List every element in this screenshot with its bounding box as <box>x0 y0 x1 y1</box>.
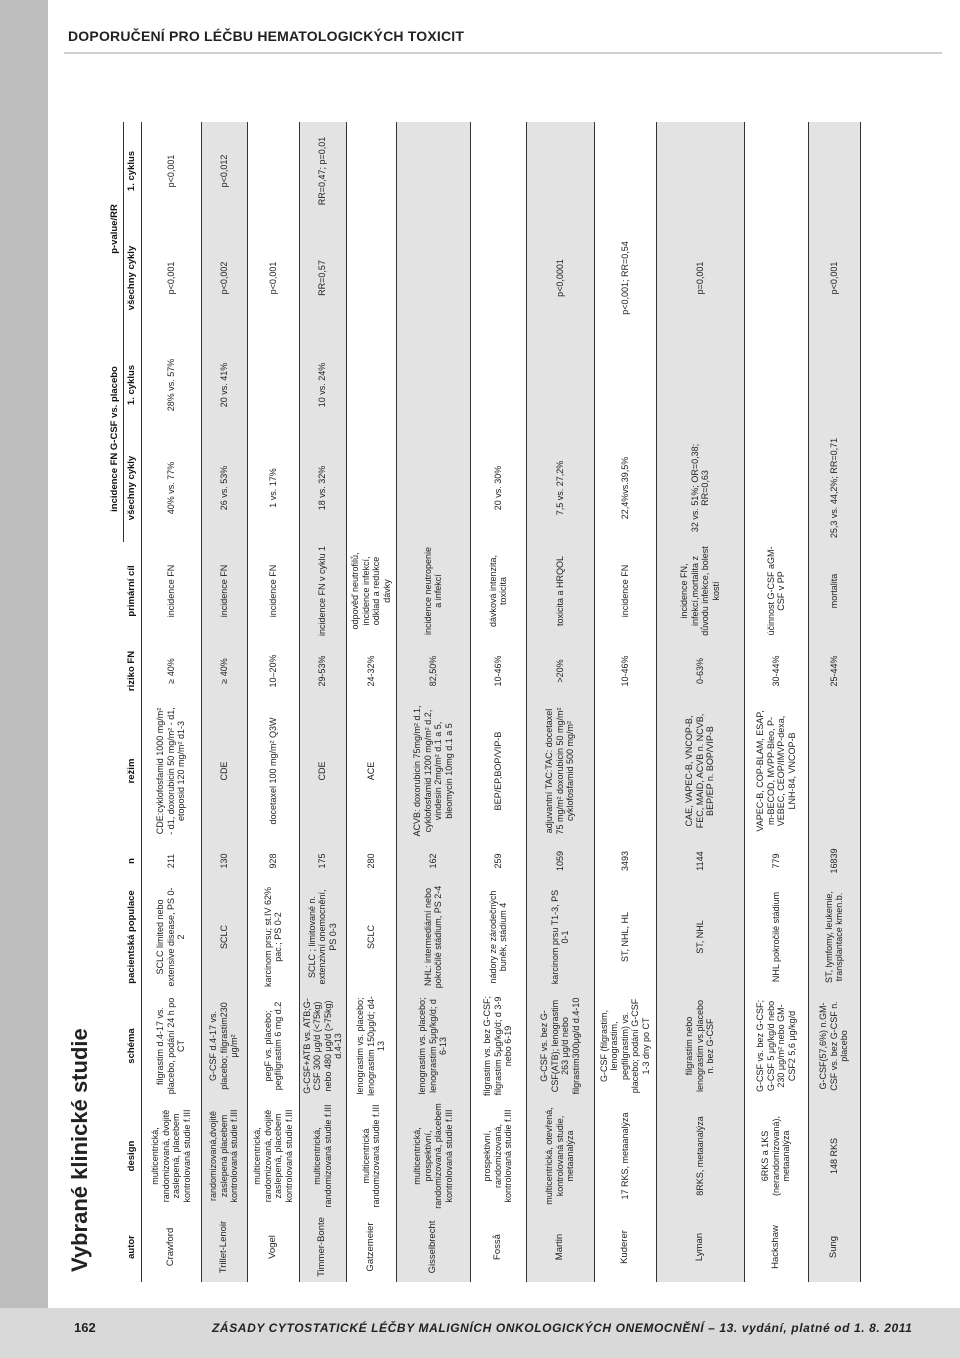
cell-design: 8RKS, metaanalýza <box>694 1116 705 1196</box>
cell-p-first: p<0,001 <box>165 154 176 188</box>
cell-n: 1059 <box>554 850 565 872</box>
cell-p-all: p=0,001 <box>694 261 705 295</box>
cell-riziko: 10-46% <box>619 655 630 687</box>
cell-rezim: CAE, VAPEC-B, VNCOP-B, FEC, MAID, ACVB n. NCVB, BEP/EP n. BOP/VIP-B <box>684 713 716 829</box>
group-header-row <box>106 122 123 1282</box>
cell-design: 148 RKS <box>828 1137 839 1175</box>
cell-autor: Kuderer <box>618 1230 630 1264</box>
cell-riziko: 82,50% <box>427 655 438 687</box>
cell-cil: incidence FN v cyklu 1 <box>317 545 328 637</box>
cell-p-first <box>594 122 656 220</box>
cell-inc-first <box>656 336 744 434</box>
cell-inc-first: 20 vs. 41% <box>218 362 229 408</box>
cell-cil: účinnost G-CSF aGM-CSF v PP <box>765 546 786 636</box>
cell-riziko: 0-63% <box>694 658 705 685</box>
cell-design: 6RKS a 1KS (nerandomizovaná), metaanalýza <box>760 1115 792 1197</box>
cell-inc-first: 10 vs. 24% <box>317 362 328 408</box>
col-header-p-first: 1. cyklus <box>123 122 141 220</box>
cell-n: 211 <box>165 853 176 869</box>
table-row <box>141 122 201 1282</box>
table-row <box>656 122 744 1282</box>
cell-cil: incidence FN <box>165 564 176 618</box>
cell-rezim: CDE:cyklofosfamid 1000 mg/m² - d1, doxorubicin 50 mg/m² - d1, etoposid 120 mg/m² d1-3 <box>155 707 187 835</box>
cell-p-first <box>526 122 594 220</box>
col-header-n: n <box>123 840 141 882</box>
cell-p-all: p<0,001 <box>267 261 278 295</box>
cell-p-all <box>470 220 526 336</box>
cell-cil: incidence neutropenie a infekcí <box>422 546 443 636</box>
cell-inc-first <box>744 336 808 434</box>
col-header-inc-first: 1. cyklus <box>123 336 141 434</box>
cell-populace: SCLC ; limitované n. extenzivní onemocnění, PS 0-3 <box>306 889 338 985</box>
cell-populace: ST, NHL, HL <box>619 912 630 963</box>
cell-p-all <box>346 220 396 336</box>
cell-cil: incidence FN <box>218 564 229 618</box>
pvalue-group-header: p-value/RR <box>106 122 123 336</box>
cell-p-first <box>346 122 396 220</box>
cell-riziko: ≥ 40% <box>165 658 176 684</box>
cell-rezim: ACVB: doxorubicin 75mg/m² d.1, cyklofosfamid 1200 mg/m² d.2, vindesin 2mg/m² d.1 a 5, bleomycin 10mg d.1 a 5 <box>412 705 454 837</box>
cell-p-first <box>744 122 808 220</box>
cell-autor: Martin <box>553 1233 565 1261</box>
cell-rezim <box>594 702 656 840</box>
cell-design: randomizovaná,dvojitě zaslepená placebem kontrolovaná studie f.III <box>208 1109 240 1203</box>
cell-design: multicentrická, randomizovaná, dvojitě zaslepená, placebem kontrolovaná studie f.III <box>252 1109 294 1203</box>
column-header-row <box>123 122 141 1282</box>
cell-cil: incidence FN <box>267 564 278 618</box>
cell-riziko: 25-44% <box>828 655 839 687</box>
col-header-schema: schéma <box>123 992 141 1100</box>
cell-inc-first <box>808 336 860 434</box>
cell-riziko: ≥ 40% <box>218 658 229 684</box>
cell-autor: Gisselbrecht <box>426 1220 438 1274</box>
cell-rezim: BEP/EP,BOP/VIP-B <box>492 731 503 811</box>
cell-populace: NHL pokročilé stádium <box>770 891 781 983</box>
page-number: 162 <box>74 1320 96 1335</box>
incidence-group-header: incidence FN G-CSF vs. placebo <box>106 336 123 542</box>
footer-text: ZÁSADY CYTOSTATICKÉ LÉČBY MALIGNÍCH ONKOLOGICKÝCH ONEMOCNĚNÍ – 13. vydání, platné od 1. 8. 2011 <box>212 1321 913 1335</box>
cell-schema: G-CSF (filgrastim, lenograstim, pegfilgrastim) vs. placebo; podání G-CSF 1-3 dny po CT <box>598 998 651 1094</box>
table-row <box>470 122 526 1282</box>
cell-autor: Gatzemeier <box>364 1222 376 1272</box>
cell-cil: incidence FN <box>619 564 630 618</box>
cell-inc-first: 28% vs. 57% <box>165 358 176 412</box>
cell-populace: ST, NHL <box>694 920 705 954</box>
col-header-inc-all: všechny cykly <box>123 434 141 542</box>
rotated-table-panel <box>60 122 922 1282</box>
col-header-riziko: riziko FN <box>123 640 141 702</box>
cell-rezim: docetaxel 100 mg/m² Q3W <box>267 717 278 825</box>
cell-n: 3493 <box>619 850 630 872</box>
cell-riziko: 29-53% <box>317 655 328 687</box>
cell-cil: dávková intenzita, toxicita <box>487 554 508 628</box>
cell-rezim <box>808 702 860 840</box>
cell-p-first <box>396 122 470 220</box>
cell-n: 175 <box>317 853 328 869</box>
table-row <box>594 122 656 1282</box>
cell-schema: G-CSF(57,6%) n.GM-CSF vs. bez G-CSF n. placebo <box>818 1001 850 1091</box>
cell-inc-all: 40% vs. 77% <box>165 461 176 515</box>
cell-populace: ST, lymfomy, leukemie, transplantace kmen.b. <box>823 891 844 983</box>
cell-populace: SCLC <box>365 925 376 950</box>
cell-inc-all <box>396 434 470 542</box>
cell-p-first <box>470 122 526 220</box>
cell-autor: Vogel <box>266 1235 278 1259</box>
cell-populace: SCLC <box>218 925 229 950</box>
cell-cil: odpověď neutrofilů, incidence infekcí, odklad a redukce dávky <box>350 552 392 630</box>
cell-design: prospektivní, randomizovaná, kontrolovaná studie f.III <box>482 1109 514 1203</box>
title-divider <box>64 52 942 54</box>
col-header-autor: autor <box>123 1212 141 1282</box>
cell-p-all: p<0,001 <box>165 261 176 295</box>
cell-inc-first <box>594 336 656 434</box>
cell-riziko: 10–20% <box>267 654 278 688</box>
cell-p-first: RR=0,47; p=0,01 <box>317 136 328 206</box>
section-title: Vybrané klinické studie <box>67 1028 92 1272</box>
cell-design: multicentrická, randomizovaná, dvojitě zaslepená, placebem kontrolovaná studie f.III <box>150 1109 192 1203</box>
cell-inc-all: 7,5 vs. 27,2% <box>554 460 565 516</box>
cell-inc-all: 26 vs. 53% <box>218 465 229 511</box>
cell-inc-first <box>526 336 594 434</box>
cell-schema: lenograstim vs. placebo; lenograstim 150μg/d; d4-13 <box>355 996 387 1096</box>
cell-schema: G-CSF vs. bez G-CSF; G-CSF 5 μg/kg/d nebo 230 μg/m² nebo GM-CSF2 5,6 μg/kg/d <box>755 1000 797 1093</box>
cell-cil: mortalita <box>828 573 839 609</box>
cell-inc-all <box>346 434 396 542</box>
cell-autor: Fosså <box>491 1234 503 1260</box>
cell-p-first: p<0,012 <box>218 154 229 188</box>
cell-autor: Hackshaw <box>769 1225 781 1269</box>
cell-design: multicentrická, prospektivní, randomizovaná, placebem kontrolovaná studie f.III <box>412 1103 454 1209</box>
cell-rezim: VAPEC-B, COP-BLAM, ESAP, m-BECOD, MVPP-Bleo, P-VEBEC, CEOP/IMVP-dexa, LNH-84, VNCOP-B <box>755 710 797 832</box>
cell-inc-all: 1 vs. 17% <box>267 468 278 508</box>
cell-populace: NHL: intermediární nebo pokročilé stádium, PS 2-4 <box>422 885 443 989</box>
cell-inc-first <box>247 336 299 434</box>
cell-populace: nádory ze zárodečných buněk, stádium 4 <box>487 890 508 984</box>
table-row <box>247 122 299 1282</box>
col-header-rezim: režim <box>123 702 141 840</box>
cell-riziko: 24-32% <box>365 655 376 687</box>
cell-populace: karcinom prsu T1-3, PS 0-1 <box>549 889 570 985</box>
cell-inc-first <box>470 336 526 434</box>
cell-design: multicentrická randomizovaná studie f.III <box>360 1104 381 1208</box>
col-header-populace: pacientská populace <box>123 882 141 992</box>
cell-schema: G-CSF+ATB vs. ATB;G-CSF 300 μg/d (<75kg) nebo 480 μg/d (>75kg) d.4-13 <box>301 998 343 1094</box>
cell-cil: incidence FN, infekcí,mortalita z důvodu infekce, bolest kostí <box>679 546 721 636</box>
col-header-design: design <box>123 1100 141 1212</box>
cell-inc-all: 18 vs. 32% <box>317 465 328 511</box>
cell-cil: toxicita a HRQOL <box>554 555 565 627</box>
cell-riziko: 10-46% <box>492 655 503 687</box>
cell-inc-all <box>744 434 808 542</box>
cell-n: 1144 <box>694 851 705 871</box>
cell-inc-all: 20 vs. 30% <box>492 465 503 511</box>
cell-autor: Crawford <box>164 1227 176 1267</box>
cell-n: 259 <box>492 853 503 869</box>
cell-populace: karcinom prsu; st.IV 62% pac.; PS 0-2 <box>262 886 283 988</box>
cell-p-all: RR=0,57 <box>317 260 328 296</box>
cell-rezim: CDE <box>218 761 229 781</box>
table-row <box>346 122 396 1282</box>
cell-p-first <box>808 122 860 220</box>
cell-autor: Timmer-Bonte <box>316 1217 328 1277</box>
table-row <box>396 122 470 1282</box>
cell-design: 17 RKS, metaanalýza <box>619 1112 630 1200</box>
cell-schema: filgrastim vs. bez G-CSF; filgrastim 5μg/kg/d; d 3-9 nebo 6-19 <box>482 996 514 1097</box>
cell-p-first <box>656 122 744 220</box>
cell-rezim: CDE <box>317 761 328 781</box>
cell-inc-first <box>396 336 470 434</box>
cell-inc-all: 25,3 vs. 44,2%; RR=0,71 <box>828 437 839 539</box>
col-header-cil: primární cíl <box>123 542 141 640</box>
cell-n: 162 <box>427 853 438 869</box>
cell-schema: filgrastim nebo lenograstim vs.placebo n. bez G-CSF <box>684 999 716 1093</box>
table-row <box>808 122 860 1282</box>
table-row <box>201 122 247 1282</box>
cell-schema: filgrastim d.4-17 vs. placebo, podání 24 h po CT <box>155 997 187 1095</box>
cell-rezim: ACE <box>365 761 376 781</box>
cell-inc-all: 22,4%vs.39,5% <box>619 456 630 520</box>
cell-n: 130 <box>218 853 229 869</box>
clinical-studies-table <box>106 122 861 1282</box>
cell-p-all: p<0,002 <box>218 261 229 295</box>
page-title: DOPORUČENÍ PRO LÉČBU HEMATOLOGICKÝCH TOXICIT <box>68 28 465 44</box>
cell-populace: SCLC limited nebo extensive disease, PS 0-2 <box>155 887 187 987</box>
cell-schema: pegF vs. placebo; pegfilgrastim 6 mg d.2 <box>262 1001 283 1091</box>
table-row <box>299 122 346 1282</box>
cell-autor: Lyman <box>693 1232 705 1262</box>
cell-schema: G-CSF vs. bez G-CSF(ATB); lenograstim 263 μg/d nebo filgrastim300μg/d d.4-10 <box>539 997 581 1095</box>
cell-n: 779 <box>770 853 781 869</box>
cell-autor: Sung <box>827 1235 839 1259</box>
left-margin-band <box>0 0 48 1308</box>
cell-inc-first <box>346 336 396 434</box>
cell-design: multicentrická, otevřená, kontrolovaná studie, metaanalýza <box>544 1107 576 1205</box>
cell-riziko: >20% <box>554 659 565 683</box>
cell-n: 280 <box>365 853 376 869</box>
cell-inc-all: 32 vs. 51%; OR=0,38; RR=0,63 <box>689 443 710 533</box>
cell-p-all <box>396 220 470 336</box>
table-row <box>744 122 808 1282</box>
cell-schema: G-CSF d.4-17 vs. placebo; filgrastim230 μg/m² <box>208 1002 240 1090</box>
cell-p-all: p<0,0001 <box>554 259 565 297</box>
cell-p-all: p<0,001 <box>828 261 839 295</box>
col-header-p-all: všechny cykly <box>123 220 141 336</box>
cell-autor: Trillet-Lenoir <box>217 1220 229 1274</box>
cell-schema: lenograstim vs. placebo; lenograstim 5μg/kg/d; d 6-13 <box>417 997 449 1095</box>
cell-n: 16839 <box>828 848 839 874</box>
table-row <box>526 122 594 1282</box>
cell-p-all: p<0,001; RR=0,54 <box>619 241 630 315</box>
cell-riziko: 30-44% <box>770 655 781 687</box>
cell-p-first <box>247 122 299 220</box>
cell-p-all <box>744 220 808 336</box>
cell-n: 928 <box>267 853 278 869</box>
cell-rezim: adjuvantní TAC:TAC: docetaxel 75 mg/m² doxorubicin 50 mg/m² cyklofosfamid 500 mg/m² <box>544 707 576 835</box>
cell-design: multicentrická, randomizovaná studie f.III <box>312 1104 333 1208</box>
